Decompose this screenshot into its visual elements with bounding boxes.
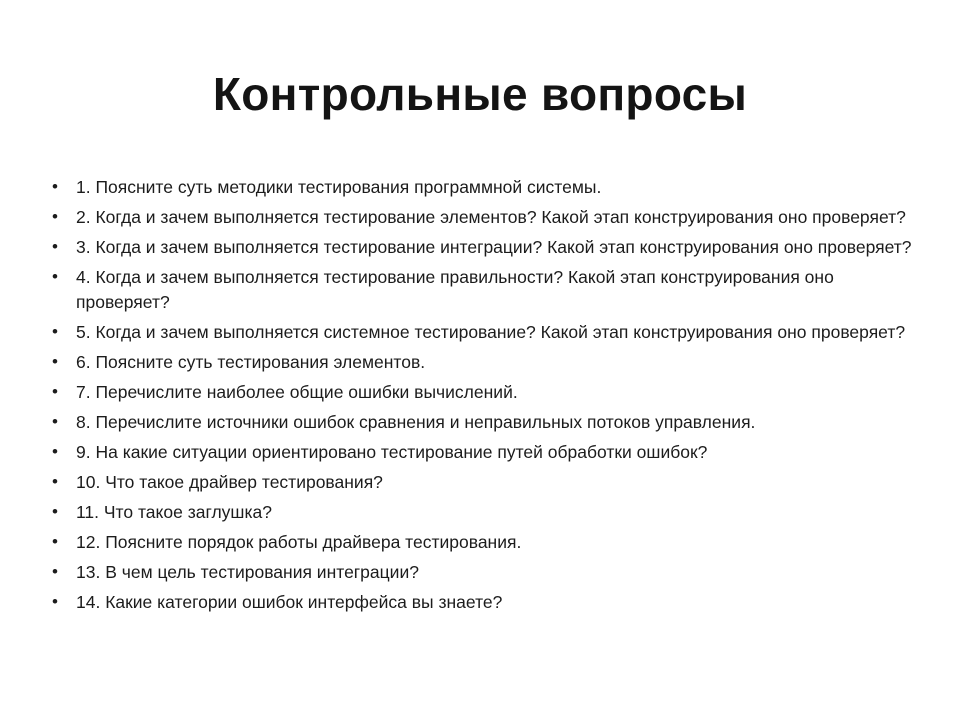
bullet-icon: • <box>52 561 58 581</box>
list-item <box>52 320 912 345</box>
list-item <box>52 560 912 585</box>
question-text: 9. На какие ситуации ориентировано тестирование путей обработки ошибок? <box>76 441 708 462</box>
question-text: 8. Перечислите источники ошибок сравнения и неправильных потоков управления. <box>76 411 756 432</box>
question-text: 3. Когда и зачем выполняется тестирование интеграции? Какой этап конструирования оно проверяет? <box>76 237 912 257</box>
list-item <box>52 500 912 525</box>
list-item <box>52 380 912 405</box>
list-item <box>52 175 912 200</box>
question-text: 1. Поясните суть методики тестирования программной системы. <box>76 177 602 197</box>
bullet-icon: • <box>52 321 58 341</box>
question-text: 2. Когда и зачем выполняется тестирование элементов? Какой этап конструирования оно проверяет? <box>76 207 906 227</box>
question-text: 13. В чем цель тестирования интеграции? <box>76 561 419 582</box>
bullet-icon: • <box>52 381 58 401</box>
bullet-icon: • <box>52 177 58 196</box>
bullet-icon: • <box>52 441 58 461</box>
question-text: 12. Поясните порядок работы драйвера тестирования. <box>76 531 522 552</box>
bullet-icon: • <box>52 267 58 286</box>
bullet-icon: • <box>52 351 58 371</box>
question-text: 6. Поясните суть тестирования элементов. <box>76 351 426 372</box>
bullet-icon: • <box>52 207 58 226</box>
question-text: 14. Какие категории ошибок интерфейса вы знаете? <box>76 591 503 612</box>
bullet-icon: • <box>52 411 58 431</box>
bullet-icon: • <box>52 591 58 611</box>
slide-title: Контрольные вопросы <box>212 68 748 120</box>
list-item <box>52 265 912 314</box>
list-item <box>52 410 912 435</box>
list-item <box>52 530 912 555</box>
question-text: 5. Когда и зачем выполняется системное тестирование? Какой этап конструирования оно проверяет? <box>76 321 906 342</box>
list-item <box>52 205 912 230</box>
question-text: 7. Перечислите наиболее общие ошибки вычислений. <box>76 381 518 402</box>
list-item <box>52 590 912 615</box>
questions-list <box>52 175 912 620</box>
question-text: 11. Что такое заглушка? <box>76 501 272 522</box>
list-item <box>52 350 912 375</box>
bullet-icon: • <box>52 237 58 256</box>
question-text: 4. Когда и зачем выполняется тестирование правильности? Какой этап конструирования оно проверяет? <box>76 267 834 312</box>
question-text: 10. Что такое драйвер тестирования? <box>76 471 383 492</box>
list-item <box>52 440 912 465</box>
list-item <box>52 470 912 495</box>
list-item <box>52 235 912 260</box>
bullet-icon: • <box>52 471 58 491</box>
bullet-icon: • <box>52 531 58 551</box>
bullet-icon: • <box>52 501 58 521</box>
